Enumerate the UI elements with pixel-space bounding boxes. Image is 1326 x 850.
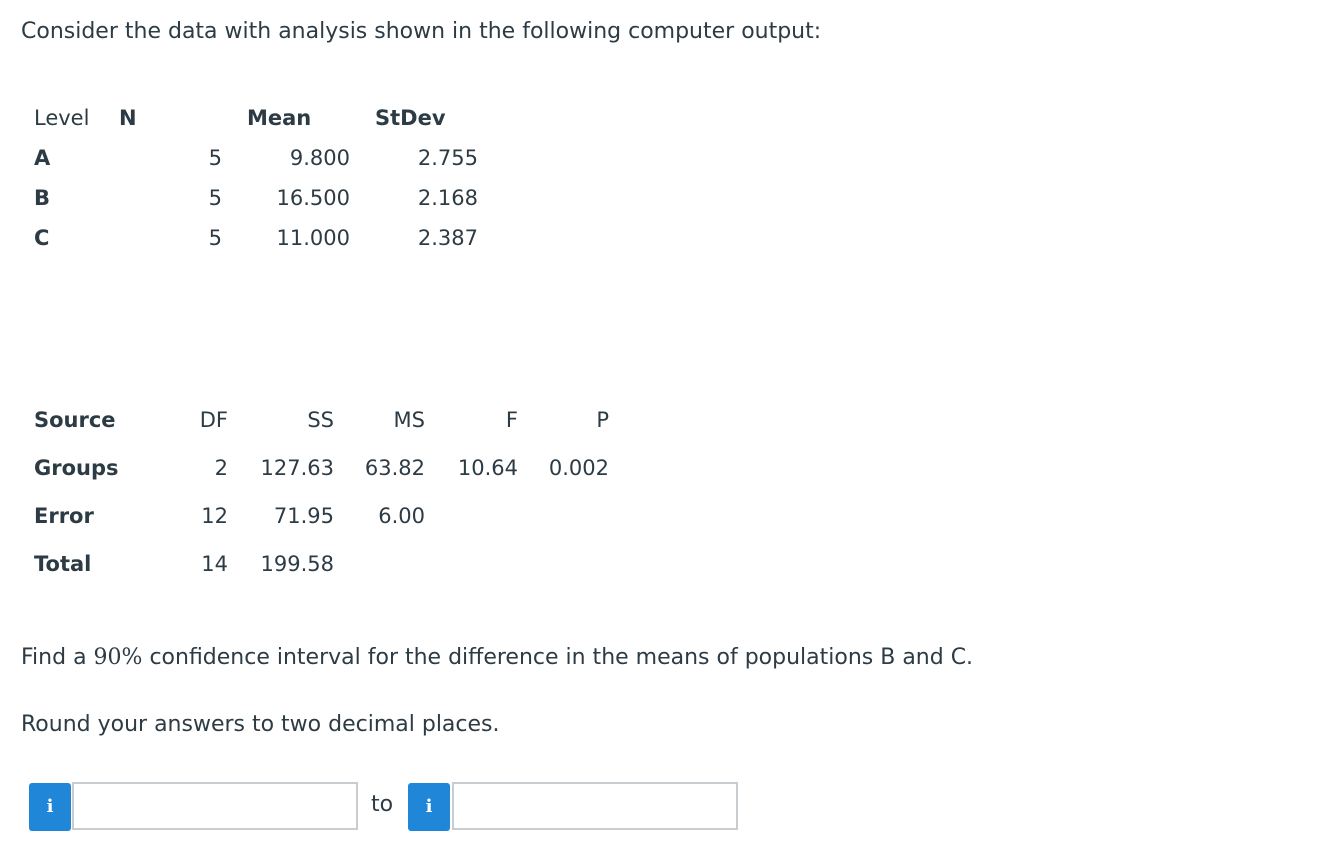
question-before: Find a bbox=[21, 645, 94, 670]
header-level: Level bbox=[34, 106, 90, 130]
header-mean: Mean bbox=[247, 106, 312, 130]
ss-cell: 71.95 bbox=[273, 504, 334, 528]
ms-cell: 6.00 bbox=[378, 504, 425, 528]
n-cell: 5 bbox=[208, 226, 222, 250]
header-f: F bbox=[505, 408, 518, 432]
upper-bound-input[interactable] bbox=[452, 782, 738, 830]
header-ms: MS bbox=[393, 408, 425, 432]
n-cell: 5 bbox=[208, 146, 222, 170]
rounding-instruction: Round your answers to two decimal places. bbox=[21, 712, 500, 737]
mean-cell: 16.500 bbox=[276, 186, 350, 210]
stdev-cell: 2.387 bbox=[417, 226, 478, 250]
level-cell: B bbox=[34, 186, 51, 210]
header-source: Source bbox=[34, 408, 116, 432]
question-text bbox=[21, 645, 973, 670]
stdev-cell: 2.168 bbox=[417, 186, 478, 210]
df-cell: 2 bbox=[214, 456, 228, 480]
header-stdev: StDev bbox=[375, 106, 446, 130]
info-icon[interactable]: i bbox=[29, 783, 71, 831]
ss-cell: 127.63 bbox=[260, 456, 334, 480]
ss-cell: 199.58 bbox=[260, 552, 334, 576]
header-n: N bbox=[119, 106, 137, 130]
header-ss: SS bbox=[307, 408, 334, 432]
to-label: to bbox=[371, 792, 394, 817]
question-after: confidence interval for the difference in the means of populations B and C. bbox=[142, 645, 974, 670]
n-cell: 5 bbox=[208, 186, 222, 210]
intro-text: Consider the data with analysis shown in the following computer output: bbox=[21, 19, 822, 44]
header-df: DF bbox=[199, 408, 228, 432]
df-cell: 14 bbox=[201, 552, 228, 576]
p-cell: 0.002 bbox=[548, 456, 609, 480]
lower-bound-input[interactable] bbox=[72, 782, 358, 830]
info-icon[interactable]: i bbox=[408, 783, 450, 831]
f-cell: 10.64 bbox=[457, 456, 518, 480]
df-cell: 12 bbox=[201, 504, 228, 528]
source-cell: Groups bbox=[34, 456, 119, 480]
ms-cell: 63.82 bbox=[364, 456, 425, 480]
mean-cell: 11.000 bbox=[276, 226, 350, 250]
confidence-level: 90% bbox=[93, 645, 143, 670]
level-cell: A bbox=[34, 146, 51, 170]
mean-cell: 9.800 bbox=[289, 146, 350, 170]
header-p: P bbox=[596, 408, 609, 432]
stdev-cell: 2.755 bbox=[417, 146, 478, 170]
source-cell: Error bbox=[34, 504, 94, 528]
source-cell: Total bbox=[34, 552, 92, 576]
level-cell: C bbox=[34, 226, 50, 250]
